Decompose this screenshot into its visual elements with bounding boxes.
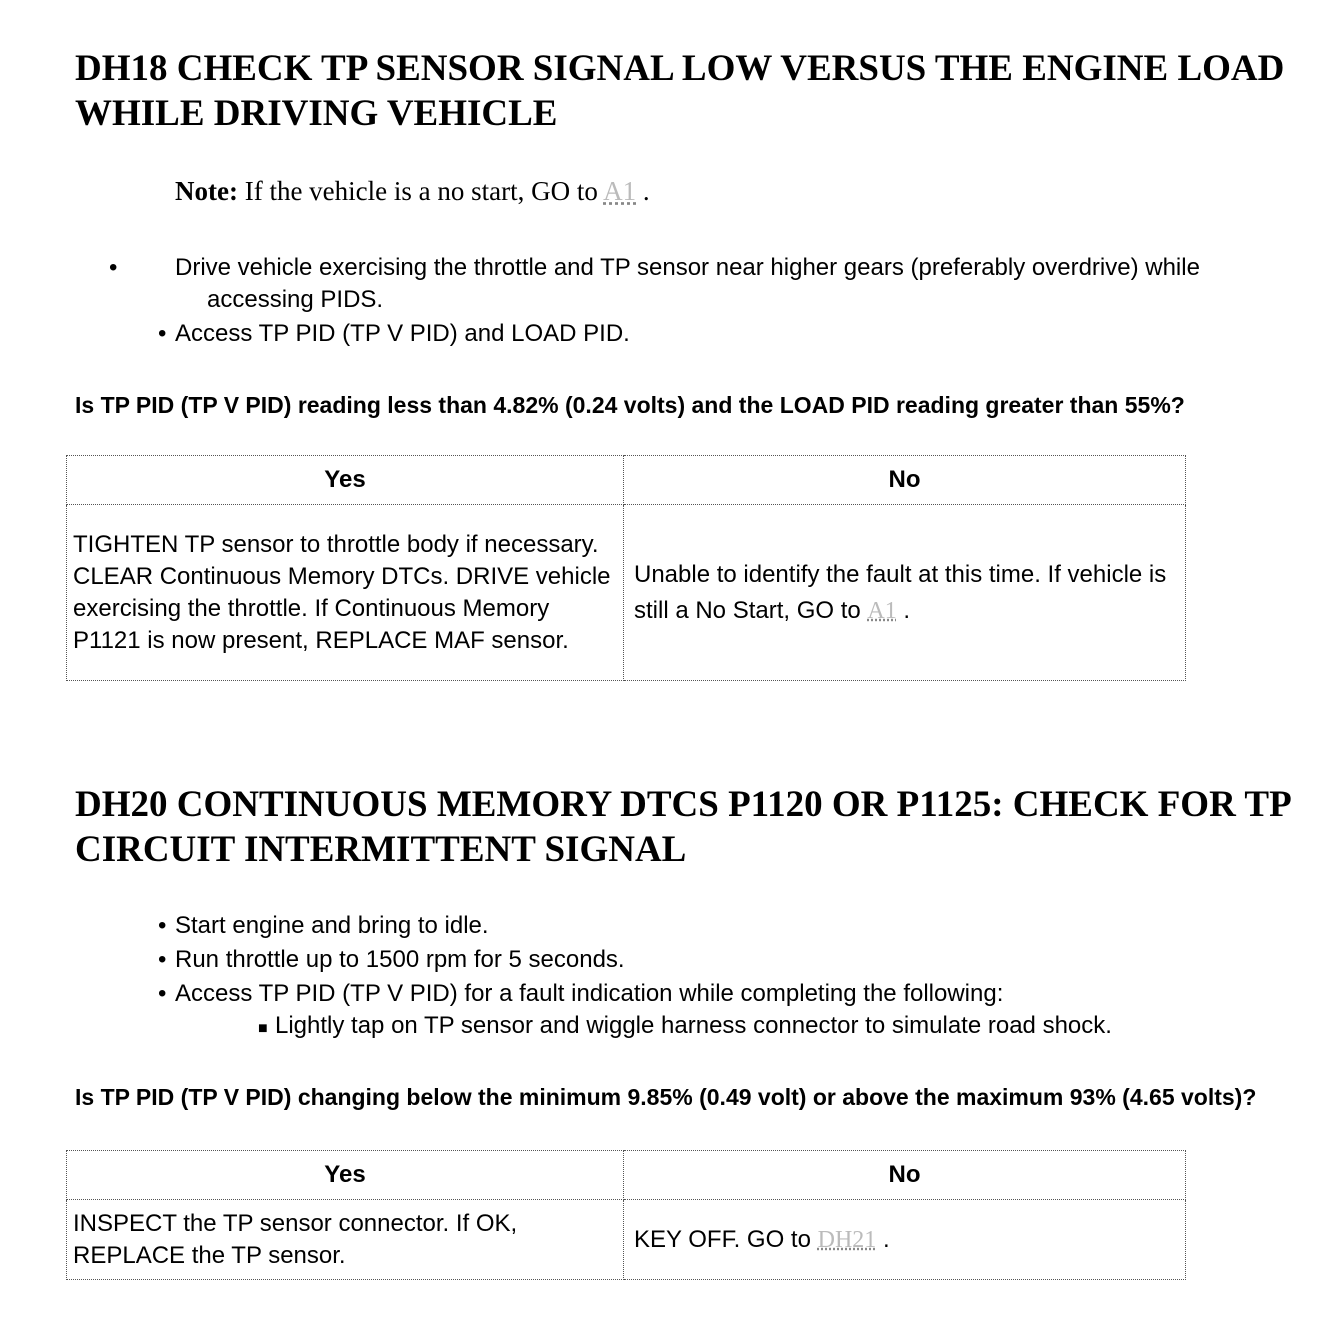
note-text: If the vehicle is a no start, GO to <box>244 176 598 206</box>
bullet-icon: • <box>158 320 167 347</box>
bullet-item <box>158 978 1003 1010</box>
no-end: . <box>903 596 911 624</box>
question: Is TP PID (TP V PID) changing below the minimum 9.85% (0.49 volt) or above the maximum 93% (4.65 volts)? <box>75 1084 1257 1110</box>
result-table <box>66 1150 1186 1280</box>
bullet-text: Drive vehicle exercising the throttle and TP sensor near higher gears (preferably overdrive) while accessing PIDS. <box>175 254 1200 313</box>
link-a1[interactable]: A1 <box>603 176 637 206</box>
note-end: . <box>642 176 650 206</box>
bullet-item <box>158 910 489 942</box>
yes-cell: TIGHTEN TP sensor to throttle body if necessary. CLEAR Continuous Memory DTCs. DRIVE vehicle exercising the throttle. If Continuous Memory P1121 is now present, REPLACE MAF sensor. <box>67 505 624 681</box>
note-label: Note: <box>175 176 238 206</box>
no-header: No <box>624 1151 1186 1200</box>
bullet-icon: • <box>109 254 118 281</box>
yes-cell: INSPECT the TP sensor connector. If OK, REPLACE the TP sensor. <box>67 1200 624 1280</box>
link-a1[interactable]: A1 <box>867 597 897 624</box>
bullet-item <box>158 318 630 350</box>
no-header: No <box>624 456 1186 505</box>
no-end: . <box>882 1225 890 1253</box>
bullet-text: Lightly tap on TP sensor and wiggle harness connector to simulate road shock. <box>275 1012 1112 1039</box>
link-dh21[interactable]: DH21 <box>817 1226 877 1253</box>
bullet-text: Start engine and bring to idle. <box>175 912 489 939</box>
bullet-icon: • <box>158 980 167 1007</box>
section-title-dh20: DH20 CONTINUOUS MEMORY DTCS P1120 OR P1125: CHECK FOR TP CIRCUIT INTERMITTENT SIGNAL <box>75 784 1290 870</box>
bullet-item <box>158 944 625 976</box>
bullet-text: Access TP PID (TP V PID) for a fault indication while completing the following: <box>175 980 1004 1007</box>
no-cell <box>624 1200 1186 1280</box>
result-table <box>66 455 1186 681</box>
bullet-text: Run throttle up to 1500 rpm for 5 seconds. <box>175 946 625 973</box>
sub-bullet-item <box>258 1010 1112 1045</box>
yes-header: Yes <box>67 1151 624 1200</box>
bullet-text: Access TP PID (TP V PID) and LOAD PID. <box>175 320 630 347</box>
no-text: Unable to identify the fault at this time. If vehicle is still a No Start, GO to <box>634 560 1167 624</box>
bullet-item <box>109 252 1237 316</box>
bullet-icon: • <box>158 946 167 973</box>
note <box>175 176 650 207</box>
yes-header: Yes <box>67 456 624 505</box>
bullet-icon: • <box>158 912 167 939</box>
section-title-dh18: DH18 CHECK TP SENSOR SIGNAL LOW VERSUS THE ENGINE LOAD WHILE DRIVING VEHICLE <box>75 48 1285 134</box>
question: Is TP PID (TP V PID) reading less than 4.82% (0.24 volts) and the LOAD PID reading greater than 55%? <box>75 392 1185 418</box>
square-bullet-icon: ■ <box>258 1020 268 1037</box>
no-cell <box>624 505 1186 681</box>
no-text: KEY OFF. GO to <box>634 1225 811 1253</box>
